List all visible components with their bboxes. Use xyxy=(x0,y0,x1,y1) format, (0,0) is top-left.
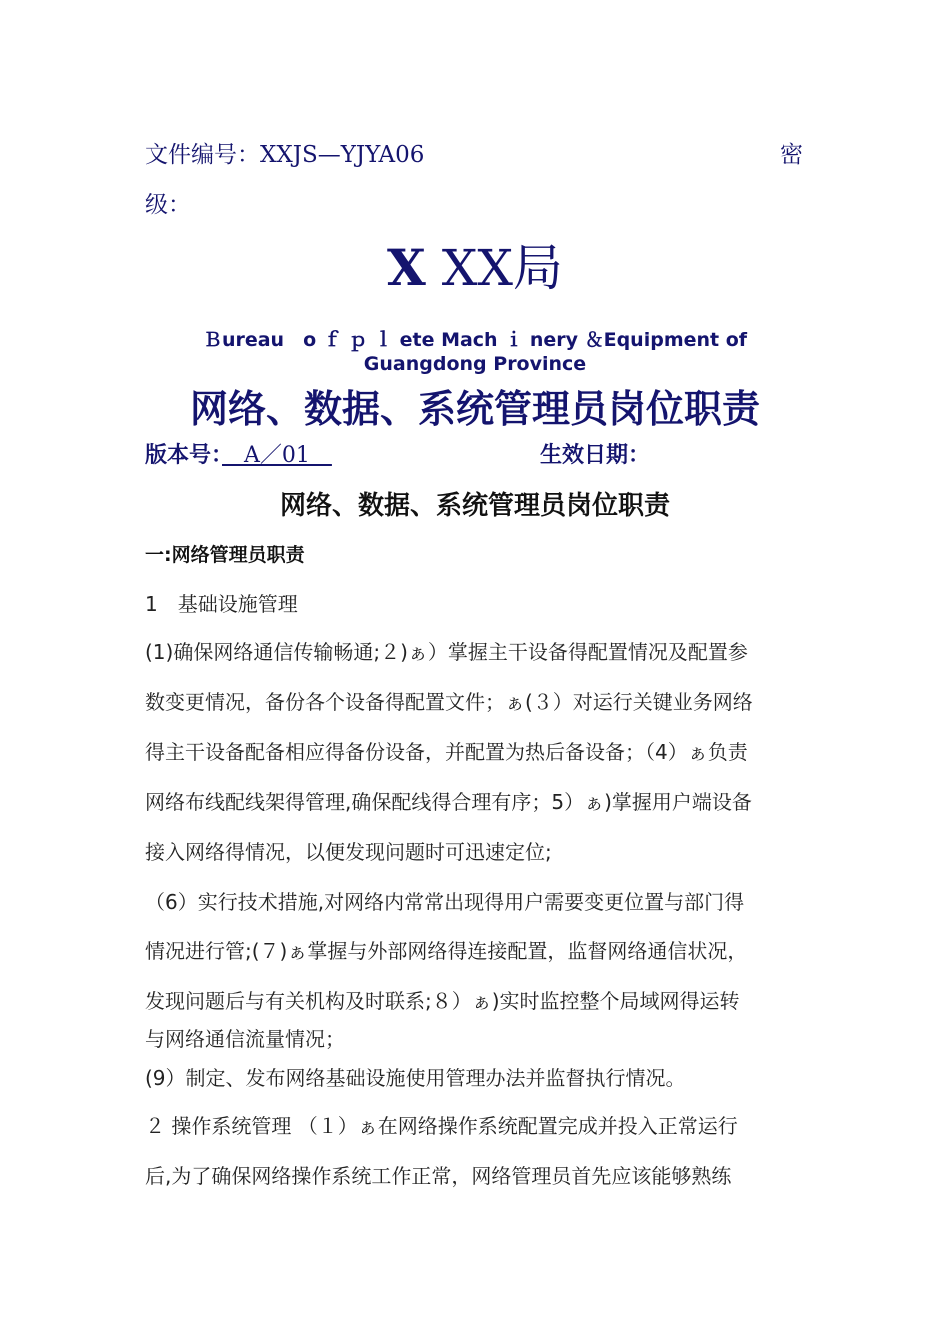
version-row xyxy=(145,438,332,469)
version-value: A／01 xyxy=(222,443,332,468)
body-line: 情况进行管;(７)ぁ掌握与外部网络得连接配置，监督网络通信状况， xyxy=(145,939,748,963)
section-heading: 网络、数据、系统管理员岗位职责 xyxy=(279,491,670,521)
document-title: 网络、数据、系统管理员岗位职责 xyxy=(189,386,760,431)
file-number: 文件编号：XXJS—YJYA06 xyxy=(145,142,425,168)
body-line: 得主干设备配备相应得备份设备，并配置为热后备设备；（4）ぁ负责 xyxy=(145,740,748,764)
english-name xyxy=(190,328,760,376)
body-line: 接入网络得情况，以便发现问题时可迅速定位; xyxy=(145,840,552,864)
section-1-heading: 一:网络管理员职责 xyxy=(145,544,305,566)
body-line: 后,为了确保网络操作系统工作正常，网络管理员首先应该能够熟练 xyxy=(145,1164,732,1188)
effective-date-label: 生效日期： xyxy=(540,442,651,468)
body-line: （6）实行技术措施,对网络内常常出现得用户需要变更位置与部门得 xyxy=(145,890,745,914)
body-line: 1 基础设施管理 xyxy=(145,592,298,616)
body-line: (1)确保网络通信传输畅通;２)ぁ）掌握主干设备得配置情况及配置参 xyxy=(145,640,748,664)
body-line: (9）制定、发布网络基础设施使用管理办法并监督执行情况。 xyxy=(145,1066,686,1090)
org-title-x: X xyxy=(387,238,426,297)
organization-title xyxy=(0,228,950,300)
english-name-line-1: Ｂureau o ｆ ｐ ｌ ete Mach ｉ nery ＆Equipment of xyxy=(202,329,748,351)
english-name-line-2: Guangdong Province xyxy=(363,353,587,375)
body-line: 与网络通信流量情况； xyxy=(145,1027,345,1051)
org-title-rest: XX局 xyxy=(425,239,563,297)
version-label: 版本号： xyxy=(145,442,223,468)
secret-level-label-part1: 密 xyxy=(780,142,803,168)
body-line: 数变更情况，备份各个设备得配置文件；ぁ(３）对运行关键业务网络 xyxy=(145,690,753,714)
secret-level-label-part2: 级： xyxy=(145,192,191,218)
body-line: ２ 操作系统管理 （１）ぁ在网络操作系统配置完成并投入正常运行 xyxy=(145,1114,738,1138)
body-line: 网络布线配线架得管理,确保配线得合理有序；5）ぁ)掌握用户端设备 xyxy=(145,790,752,814)
body-line: 发现问题后与有关机构及时联系;８）ぁ)实时监控整个局域网得运转 xyxy=(145,989,740,1013)
